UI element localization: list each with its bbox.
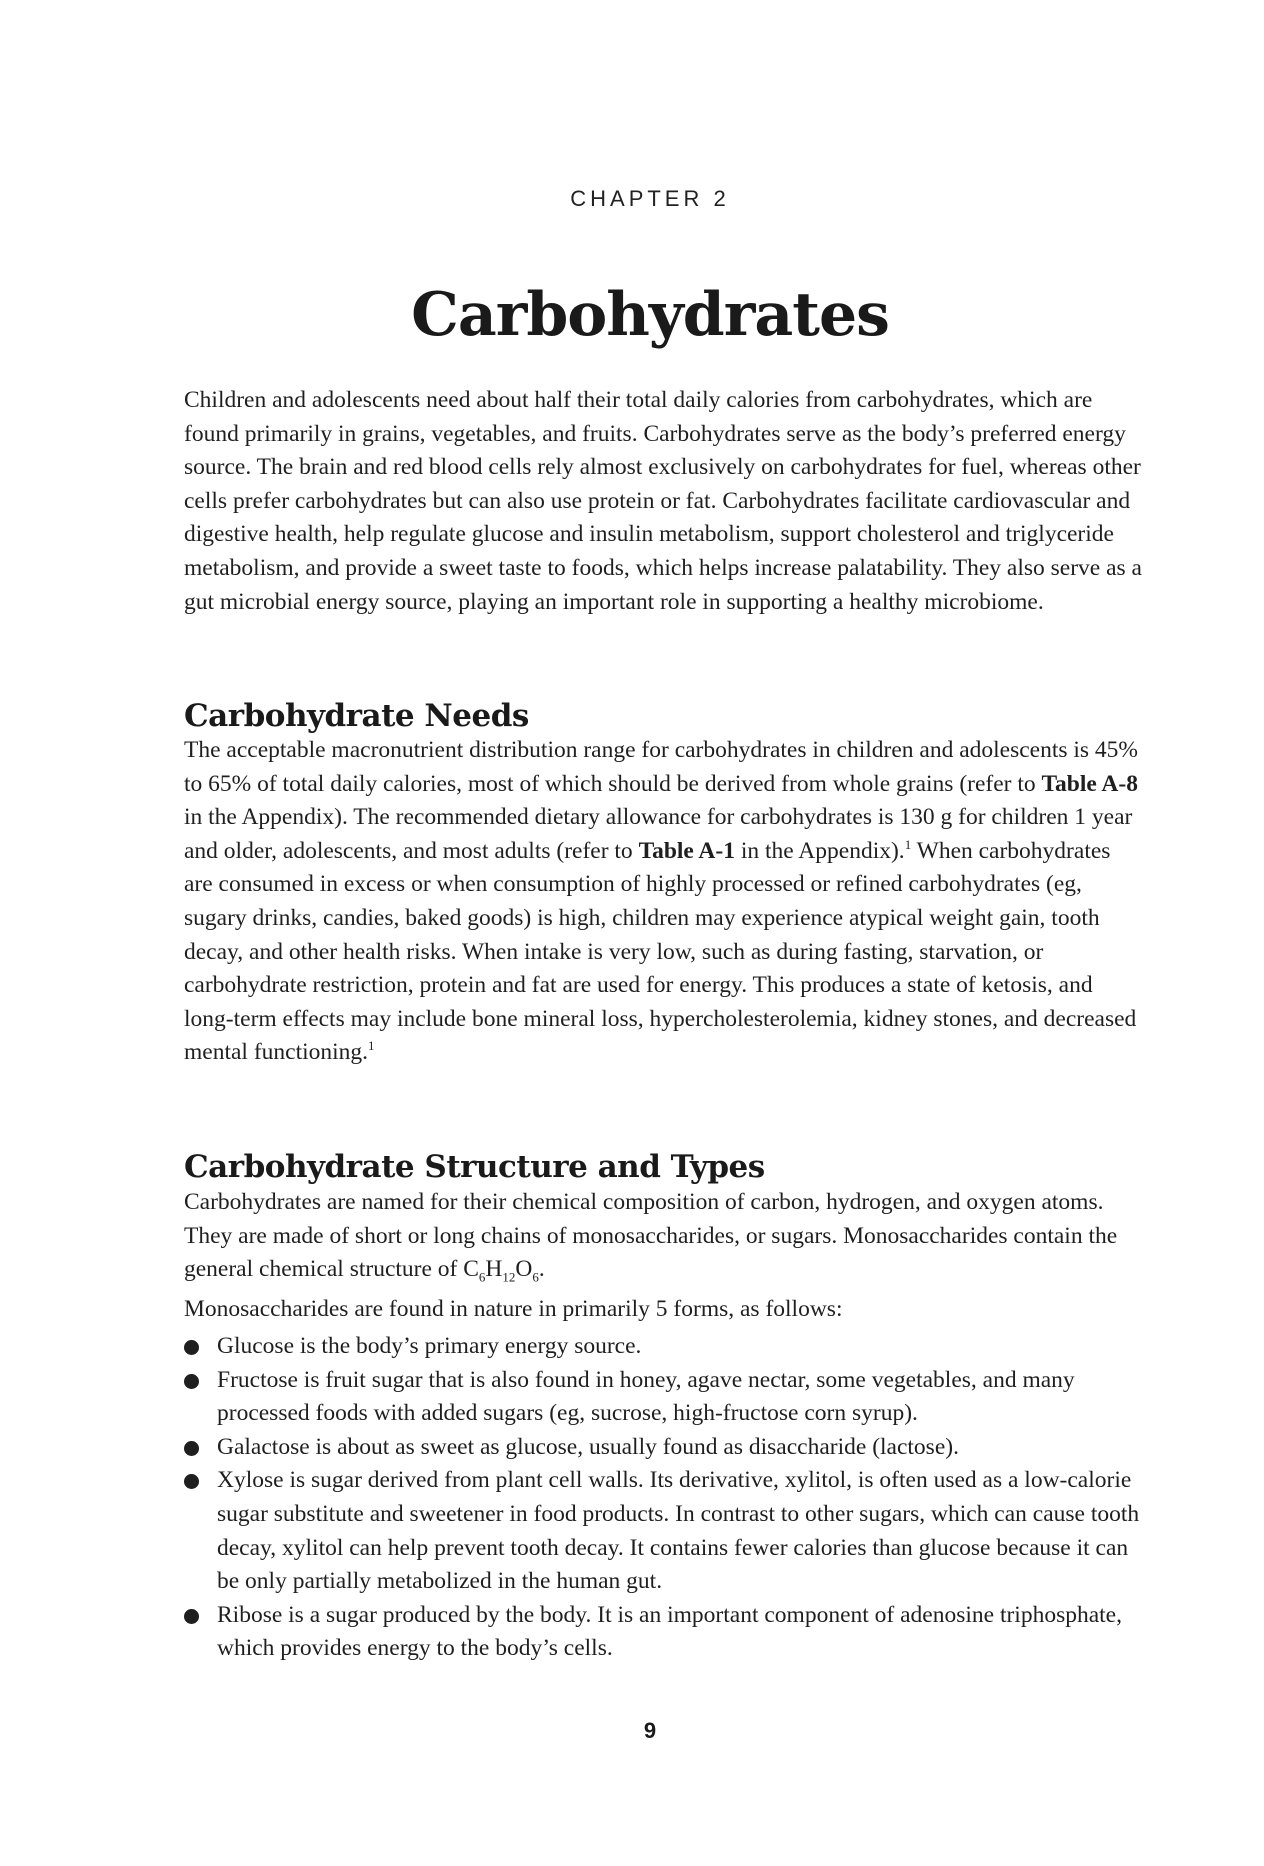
needs-text-part-1: The acceptable macronutrient distribution range for carbohydrates in children and adolescents is 45% to 65% of total daily calories, most of which should be derived from whole grains (refer to <box>184 737 1139 797</box>
structure-text-end: . <box>538 1256 545 1283</box>
list-item <box>184 1431 1144 1465</box>
list-item-text: Xylose is sugar derived from plant cell walls. Its derivative, xylitol, is often used as a low-calorie sugar substitute and sweetener in food products. In contrast to other sugars, which can cause tooth decay, xylitol can help prevent tooth decay. It contains fewer calories than glucose because it can be only partially metabolized in the human gut. <box>217 1467 1140 1595</box>
section-heading-structure-and-types: Carbohydrate Structure and Types <box>184 1149 765 1185</box>
bullet-icon <box>184 1374 199 1389</box>
needs-text-part-4: When carbohydrates are consumed in excess or when consumption of highly processed or refined carbohydrates (eg, sugary drinks, candies, baked goods) is high, children may experience atypical weight gain, tooth decay, and other health risks. When intake is very low, such as during fasting, starvation, or carbohydrate restriction, protein and fat are used for energy. This produces a state of ketosis, and long-term effects may include bone mineral loss, hypercholesterolemia, kidney stones, and decreased mental functioning. <box>184 837 1137 1066</box>
formula-hydrogen: H <box>485 1256 503 1283</box>
table-a1-reference: Table A-1 <box>638 837 735 864</box>
needs-text-part-2: in the Appendix). The recommended dietary allowance for carbohydrates is 130 g for children 1 year and older, adolescents, and most adults (refer to <box>184 804 1133 864</box>
structure-text: Carbohydrates are named for their chemical composition of carbon, hydrogen, and oxygen atoms. They are made of short or long chains of monosaccharides, or sugars. Monosaccharides contain the general chemical structure of C <box>184 1189 1118 1283</box>
list-item-text: Ribose is a sugar produced by the body. It is an important component of adenosine triphosphate, which provides energy to the body’s cells. <box>217 1601 1122 1662</box>
chapter-label: CHAPTER 2 <box>570 186 730 211</box>
monosaccharide-forms-intro: Monosaccharides are found in nature in primarily 5 forms, as follows: <box>184 1296 843 1322</box>
list-item-text: Galactose is about as sweet as glucose, usually found as disaccharide (lactose). <box>217 1433 959 1460</box>
formula-subscript-oxygen: 6 <box>532 1269 539 1285</box>
list-item-text: Glucose is the body’s primary energy source. <box>217 1333 642 1359</box>
monosaccharide-list <box>184 1330 1144 1666</box>
bullet-icon <box>184 1609 199 1624</box>
intro-paragraph: Children and adolescents need about half their total daily calories from carbohydrates, which are found primarily in grains, vegetables, and fruits. Carbohydrates serve as the body’s preferred energy source. The brain and red blood cells rely almost exclusively on carbohydrates for fuel, whereas other cells prefer carbohydrates but can also use protein or fat. Carbohydrates facilitate cardiovascular and digestive health, help regulate glucose and insulin metabolism, support cholesterol and triglyceride metabolism, and provide a sweet taste to foods, which helps increase palatability. They also serve as a gut microbial energy source, playing an important role in supporting a healthy microbiome. <box>184 387 1142 615</box>
structure-paragraph <box>184 1186 1144 1287</box>
list-item <box>184 1364 1144 1431</box>
bullet-icon <box>184 1441 199 1456</box>
list-item <box>184 1464 1144 1598</box>
footnote-marker: 1 <box>904 836 912 852</box>
list-item <box>184 1599 1144 1666</box>
carbohydrate-needs-paragraph <box>184 734 1144 1070</box>
table-a8-reference: Table A-8 <box>1041 770 1138 797</box>
bullet-icon <box>184 1474 199 1489</box>
formula-subscript-carbon: 6 <box>478 1269 486 1285</box>
needs-text-part-3: in the Appendix). <box>734 837 905 864</box>
bullet-icon <box>184 1340 199 1355</box>
formula-oxygen: O <box>515 1256 533 1283</box>
list-item <box>184 1330 1144 1364</box>
list-item-text: Fructose is fruit sugar that is also found in honey, agave nectar, some vegetables, and many processed foods with added sugars (eg, sucrose, high-fructose corn syrup). <box>217 1366 1075 1427</box>
formula-subscript-hydrogen: 12 <box>502 1269 516 1285</box>
section-heading-carbohydrate-needs: Carbohydrate Needs <box>184 698 529 734</box>
footnote-marker: 1 <box>368 1038 375 1054</box>
page-number: 9 <box>643 1718 657 1743</box>
chapter-title: Carbohydrates <box>411 280 889 350</box>
